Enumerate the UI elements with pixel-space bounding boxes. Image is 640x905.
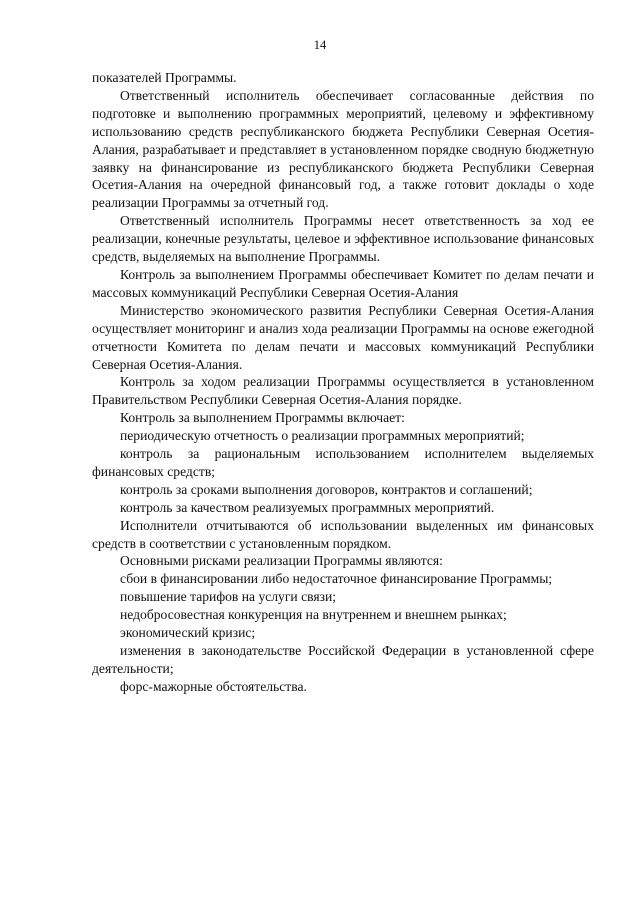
list-item-periodic-reporting: периодическую отчетность о реализации программных мероприятий; <box>120 428 525 444</box>
list-item-risk-tariffs: повышение тарифов на услуги связи; <box>120 589 337 605</box>
list-item-risk-force-majeure: форс-мажорные обстоятельства. <box>120 678 307 694</box>
paragraph-responsibility: Ответственный исполнитель Программы несет ответственность за ход ее реализации, конечные результаты, целевое и эффективное использование финансовых средств, выделяемых на выполнение Программы. <box>92 213 594 265</box>
document-body <box>92 69 594 696</box>
list-item-risk-crisis: экономический кризис; <box>120 625 256 641</box>
list-item-risk-competition: недобросовестная конкуренция на внутреннем и внешнем рынках; <box>120 607 507 623</box>
paragraph-executors-report: Исполнители отчитываются об использовании выделенных им финансовых средств в соответствии с установленным порядком. <box>92 517 594 551</box>
paragraph-continuation: показателей Программы. <box>92 70 237 85</box>
list-item-quality: контроль за качеством реализуемых программных мероприятий. <box>120 499 495 515</box>
paragraph-risks-heading: Основными рисками реализации Программы являются: <box>120 553 443 569</box>
page-number: 14 <box>313 38 327 52</box>
list-item-risk-financing: сбои в финансировании либо недостаточное финансирование Программы; <box>120 571 553 587</box>
paragraph-control-includes: Контроль за выполнением Программы включает: <box>120 410 405 426</box>
paragraph-responsible-executor: Ответственный исполнитель обеспечивает согласованные действия по подготовке и выполнению программных мероприятий, целевому и эффективному использованию средств республиканского бюджета Республики Северная Осетия-Алания, разрабатывает и представляет в установленном порядке сводную бюджетную заявку на финансирование из республиканского бюджета Республики Северная Осетия-Алания на очередной финансовый год, а также готовит доклады о ходе реализации Программы за отчетный год. <box>92 87 594 211</box>
list-item-deadlines: контроль за сроками выполнения договоров, контрактов и соглашений; <box>120 481 533 497</box>
list-item-risk-legislation: изменения в законодательстве Российской Федерации в установленной сфере деятельности; <box>92 643 594 676</box>
paragraph-control-procedure: Контроль за ходом реализации Программы осуществляется в установленном Правительством Республики Северная Осетия-Алания порядке. <box>92 374 594 408</box>
paragraph-control-committee: Контроль за выполнением Программы обеспечивает Комитет по делам печати и массовых коммуникаций Республики Северная Осетия-Алания <box>92 266 594 300</box>
paragraph-ministry-monitoring: Министерство экономического развития Республики Северная Осетия-Алания осуществляет мониторинг и анализ хода реализации Программы на основе ежегодной отчетности Комитета по делам печати и массовых коммуникаций Республики Северная Осетия-Алания. <box>92 302 594 372</box>
list-item-rational-use: контроль за рациональным использованием исполнителем выделяемых финансовых средств; <box>92 446 594 479</box>
